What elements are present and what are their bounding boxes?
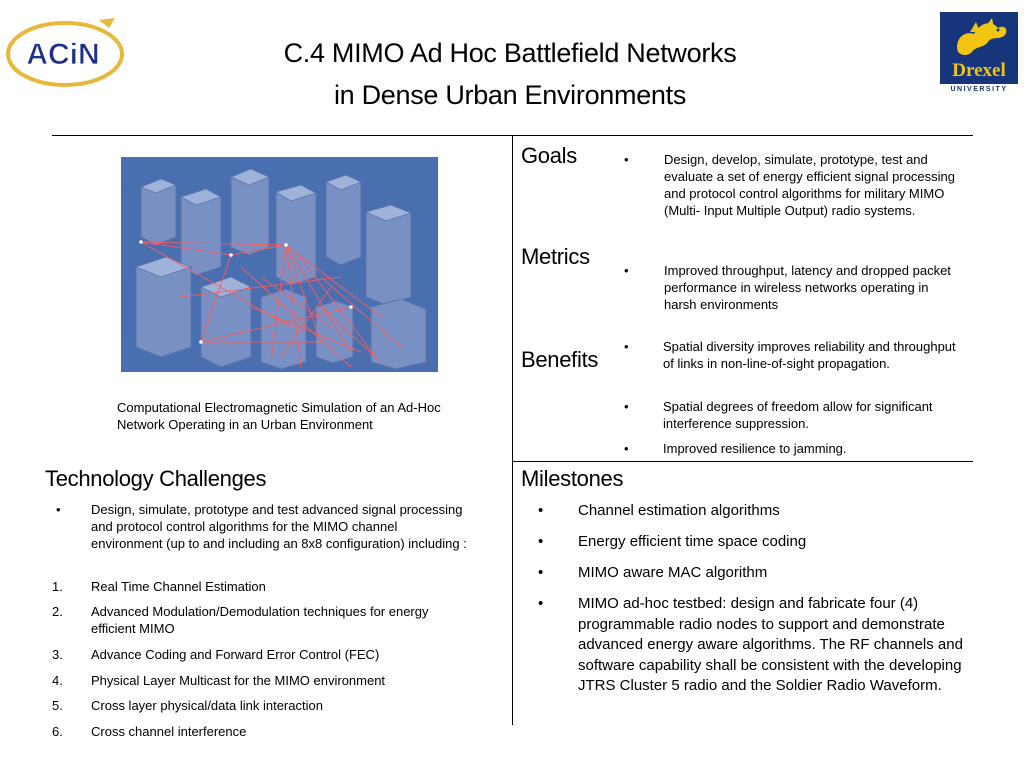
- metrics-item: • Improved throughput, latency and dropped packet performance in wireless networks operating in harsh environments: [624, 263, 951, 312]
- center-divider: [512, 135, 513, 725]
- dragon-icon: [940, 12, 1018, 62]
- bullet-icon: •: [624, 441, 629, 456]
- acin-logo: [3, 14, 125, 90]
- bullet-icon: •: [624, 152, 629, 167]
- bullet-icon: •: [624, 399, 629, 414]
- milestone-item: • Channel estimation algorithms: [538, 501, 978, 522]
- bullet-icon: •: [624, 263, 629, 278]
- bullet-icon: •: [56, 502, 61, 517]
- bullet-icon: •: [538, 502, 544, 519]
- bullet-icon: •: [624, 339, 629, 354]
- title-line-2: in Dense Urban Environments: [333, 80, 687, 110]
- milestones-heading: Milestones: [521, 466, 624, 491]
- acin-logo-text: ACiN: [26, 38, 100, 71]
- challenge-item: 4. Physical Layer Multicast for the MIMO environment: [52, 673, 386, 688]
- challenge-item: 3. Advance Coding and Forward Error Control (FEC): [52, 647, 380, 662]
- metrics-heading: Metrics: [521, 244, 590, 269]
- urban-simulation-image: [121, 157, 438, 372]
- drexel-logo-text: Drexel: [952, 60, 1006, 81]
- title-line-1: C.4 MIMO Ad Hoc Battlefield Networks: [283, 38, 737, 68]
- goals-item: • Design, develop, simulate, prototype, test and evaluate a set of energy efficient signal processing and protocol control algorithms for military MIMO (Multi- Input Multiple Output) radio systems.: [624, 152, 955, 218]
- goals-heading: Goals: [521, 143, 577, 168]
- challenge-item: 6. Cross channel interference: [52, 724, 247, 739]
- milestone-item: • MIMO aware MAC algorithm: [538, 563, 978, 584]
- drexel-logo-subtext: UNIVERSITY: [940, 84, 1018, 96]
- challenge-item: 2. Advanced Modulation/Demodulation techniques for energy efficient MIMO: [52, 604, 429, 636]
- figure-caption: Computational Electromagnetic Simulation of an Ad-Hoc Network Operating in an Urban Environment: [117, 400, 441, 432]
- challenge-intro: • Design, simulate, prototype and test advanced signal processing and protocol control algorithms for the MIMO channel environment (up to and including an 8x8 configuration) including :: [56, 502, 467, 551]
- bullet-icon: •: [538, 564, 544, 581]
- challenge-item: 5. Cross layer physical/data link interaction: [52, 698, 323, 713]
- technology-challenges-heading: Technology Challenges: [45, 466, 267, 491]
- milestone-item: • MIMO ad-hoc testbed: design and fabricate four (4) programmable radio nodes to support and demonstrate advanced energy aware algorithms. The RF channels and software capability shall be consistent with the developing JTRS Cluster 5 radio and the Soldier Radio Waveform.: [538, 595, 963, 694]
- benefits-item: • Spatial diversity improves reliability and throughput of links in non-line-of-sight propagation.: [624, 339, 956, 371]
- milestone-item: • Energy efficient time space coding: [538, 532, 978, 553]
- drexel-logo: [940, 12, 1018, 96]
- benefits-item: • Spatial degrees of freedom allow for significant interference suppression.: [624, 399, 933, 431]
- middle-divider: [512, 461, 973, 462]
- bullet-icon: •: [538, 595, 544, 612]
- slide-title: [180, 32, 840, 116]
- bullet-icon: •: [538, 533, 544, 550]
- benefits-item: • Improved resilience to jamming.: [624, 441, 847, 456]
- challenge-item: 1. Real Time Channel Estimation: [52, 579, 266, 594]
- benefits-heading: Benefits: [521, 347, 599, 372]
